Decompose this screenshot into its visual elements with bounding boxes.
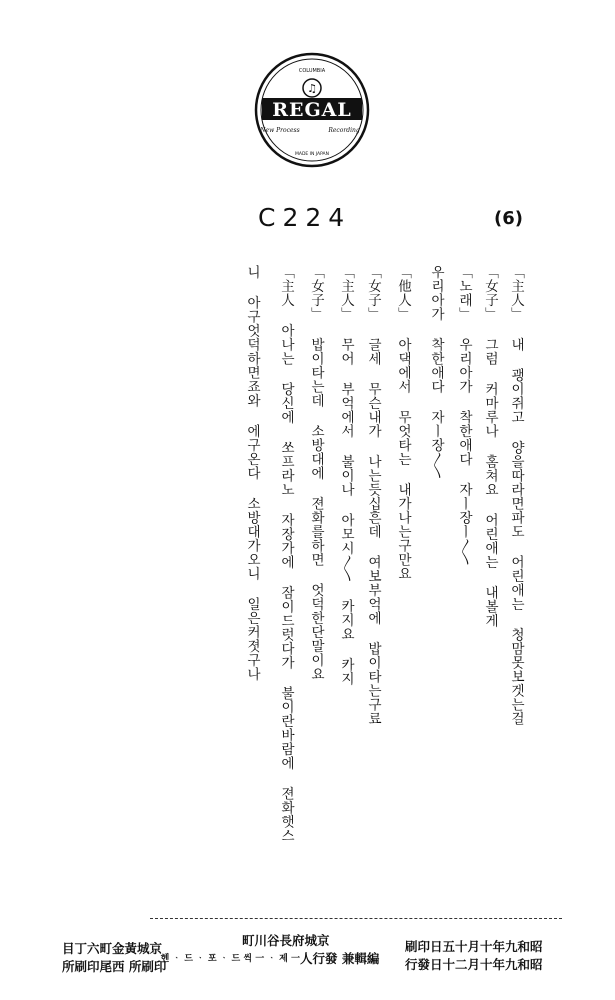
regal-logo <box>254 52 370 168</box>
logo-top-text: COLUMBIA <box>298 68 326 74</box>
page-number: (6) <box>494 208 523 229</box>
script-line-2: 「女子」 그럼 커마루나 홈쳐요 어린애는 내볼게 <box>482 265 498 628</box>
publisher-address: 京城府長谷川町 <box>242 933 330 948</box>
publisher-name: 一 제 ᆞ 一 씩 드 ᆞ 포 ᆞ 드 ᆞ 헨 <box>160 954 300 964</box>
logo-left-text: New Process <box>260 127 300 134</box>
logo-brand: REGAL <box>272 99 352 121</box>
script-line-9: 「主人 아나는 당신에 쏘프라노 자장가에 잠이드럿다가 불이란바람에 젼화햇스 <box>278 265 294 843</box>
svg-text:♫: ♫ <box>307 82 317 95</box>
script-line-6: 「女子」 글세 무슨내가 나는듯십흔데 여보부억에 밥이타는구료 <box>365 265 381 726</box>
script-line-7: 「主人」 무어 부억에서 불이나 아모시〱 카지요 카지 <box>338 265 354 686</box>
script-line-8: 「女子」 밥이타는데 소방대에 젼화를하면 엇덕한단말이요 <box>308 265 324 681</box>
script-line-1: 「主人」 내 괭이쥐고 양을따라면파도 어린애는 청맘못보겟는걸 <box>508 265 524 726</box>
script-line-3: 「노래」 우리아가 착한애다 자ㅣ장ㅣ〱 <box>456 265 472 566</box>
divider <box>150 918 562 919</box>
logo-right-text: Recording <box>328 127 360 134</box>
script-line-10: 니 아구엇덕하면죠와 에구온다 소방대가오니 일은커졋구나 <box>244 265 260 681</box>
logo-bottom-text: MADE IN JAPAN <box>294 152 330 157</box>
script-line-4: 우리아가 착한애다 자ㅣ장〱 <box>428 265 444 480</box>
printer-name: 印刷所 西尾印刷所 <box>62 959 167 974</box>
publisher-label: 編輯兼 發行人 <box>300 951 380 966</box>
print-date: 昭和九年十月十五日印刷 <box>405 939 543 954</box>
catalog-number: C224 <box>258 203 352 232</box>
script-line-5: 「他人」 아댁에서 무엇타는 내가나는구만요 <box>395 265 411 581</box>
publish-date: 昭和九年十月二十日發行 <box>405 957 543 972</box>
printer-address: 京城黃金町六丁目 <box>62 941 163 956</box>
